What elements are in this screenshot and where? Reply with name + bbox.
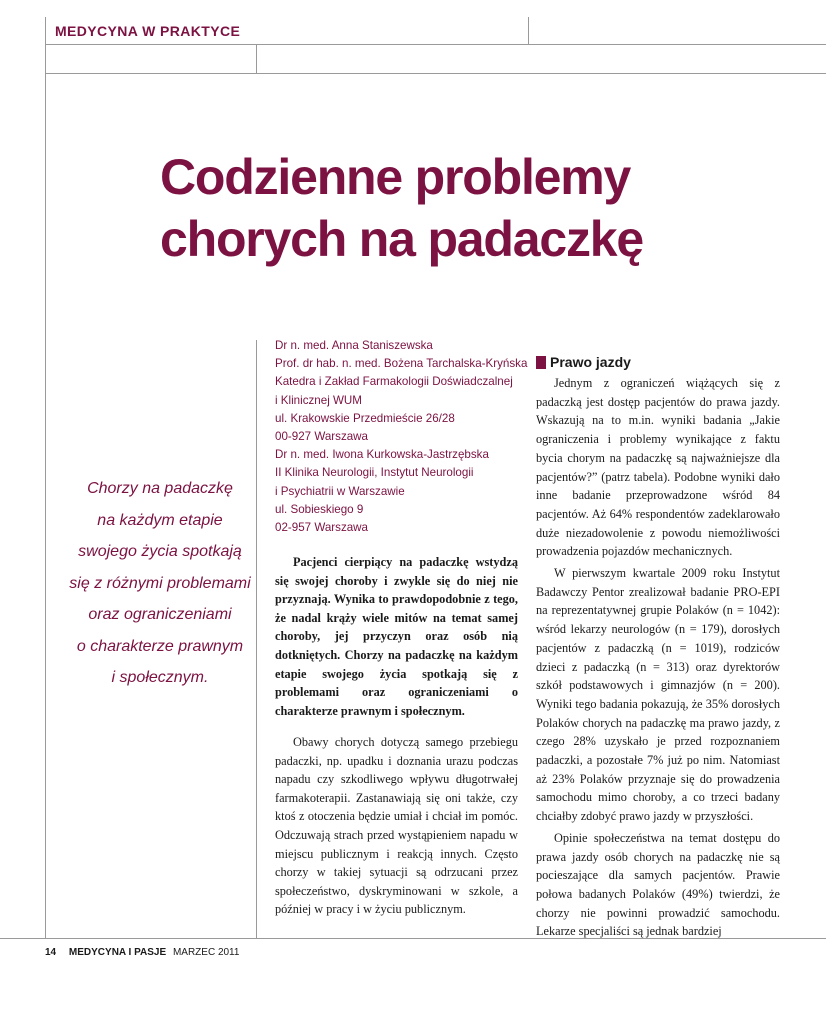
header-left-vertical-rule [45, 17, 46, 73]
magazine-name: MEDYCYNA I PASJE [68, 947, 167, 958]
header-top-rule [45, 44, 826, 45]
issue-date: MARZEC 2011 [172, 947, 240, 958]
subheading [536, 352, 780, 372]
body-paragraph: Obawy chorych dotyczą samego przebiegu padaczki, np. upadku i doznania urazu podczas napadu czy szkodliwego wpływu długotrwałej farmakoterapii. Zastanawiają się oni także, czy ktoś z otoczenia będzie umiał i chciał im pomóc. Odczuwają strach przed wystąpieniem napadu w miejscu publicznym i reakcją innych. Często chorzy w takiej sytuacji są odrzucani przez społeczeństwo, dyskryminowani w szkole, a później w pracy i w życiu publicznym. [275, 735, 518, 917]
author-line: Katedra i Zakład Farmakologii Doświadczalnej [275, 375, 513, 389]
body-column-3 [536, 352, 780, 941]
body-paragraph: Jednym z ograniczeń wiążących się z padaczką jest dostęp pacjentów do prawa jazdy. Wskazują na to m.in. wyniki badania „Jakie ograniczenia i problemy wynikające z faktu bycia chorym na padaczkę są najważniejsze dla pacjentów?” (patrz tabela). Podobne wyniki dało inne badanie przeprowadzone wśród 84 pacjentów. Aż 64% respondentów zadeklarowało duże niezadowolenie z powodu niemożliwości prowadzenia pojazdów mechanicznych. [536, 376, 780, 559]
header-mid-vertical-rule [528, 17, 529, 45]
author-line: i Psychiatrii w Warszawie [275, 484, 405, 498]
author-line: 02-957 Warszawa [275, 521, 369, 535]
pull-quote-line: swojego życia spotkają [78, 543, 242, 560]
lead-paragraph [275, 553, 518, 720]
pull-quote-line: o charakterze prawnym [76, 637, 244, 655]
title-line-1: Codzienne problemy [160, 149, 631, 205]
pull-quote-line: Chorzy na padaczkę [87, 480, 233, 497]
pull-quote-line: i społecznym. [111, 669, 209, 686]
page-number: 14 [45, 947, 57, 958]
body-paragraph: W pierwszym kwartale 2009 roku Instytut Badawczy Pentor zrealizował badanie PRO-EPI na reprezentatywnej grupie Polaków (n = 1042): wśród lekarzy neurologów (n = 179), dorosłych pacjentów z padaczką (n = 1019), rodziców dzieci z padaczką (n = 313) oraz dyrektorów szkół podstawowych i gimnazjów (n = 200). Wyniki tego badania pokazują, że 35% dorosłych Polaków chorych na padaczkę ma prawo jazdy, z czego 28% uzyskało je przed rozpoznaniem padaczki, a pozostałe 7% już po nim. Natomiast aż 23% Polaków przyznaje się do prowadzenia samochodu mimo choroby, a co trzeci badany chciałby zdobyć prawo jazdy w przyszłości. [536, 566, 780, 824]
author-affiliations [275, 337, 528, 537]
author-line: ul. Sobieskiego 9 [275, 502, 364, 516]
pull-quote-line: na każdym etapie [97, 511, 223, 529]
header-bottom-rule [45, 73, 826, 74]
author-line: II Klinika Neurologii, Instytut Neurologii [275, 466, 474, 480]
section-label: MEDYCYNA W PRAKTYCE [55, 23, 241, 39]
author-line: Dr n. med. Iwona Kurkowska-Jastrzębska [275, 448, 489, 462]
body-column-2 [275, 733, 518, 919]
author-line: Dr n. med. Anna Staniszewska [275, 339, 433, 352]
author-line: ul. Krakowskie Przedmieście 26/28 [275, 411, 455, 425]
title-line-2: chorych na padaczkę [160, 211, 643, 267]
author-line: i Klinicznej WUM [275, 393, 362, 407]
lead-text: Pacjenci cierpiący na padaczkę wstydzą się swojej choroby i zwykle się do niej nie przyznają. Wynika to prawdopodobnie z tego, że nadal krąży wiele mitów na temat samej choroby, jej przyczyn oraz osób nią dotkniętych. Chorzy na padaczkę na każdym etapie swojego życia spotkają się z problemami oraz ograniczeniami o charakterze prawnym i społecznym. [275, 555, 518, 718]
square-bullet-icon [536, 356, 546, 369]
header-small-vertical-rule [256, 45, 257, 73]
pull-quote [50, 473, 270, 694]
subheading-text: Prawo jazdy [550, 353, 631, 370]
author-line: 00-927 Warszawa [275, 430, 369, 444]
page-footer [45, 947, 239, 958]
left-margin-rule [45, 73, 46, 939]
article-title [160, 146, 780, 270]
body-paragraph: Opinie społeczeństwa na temat dostępu do prawa jazdy osób chorych na padaczkę nie są pocieszające dla samych pacjentów. Prawie połowa badanych Polaków (49%) twierdzi, że chorzy nie powinni prowadzić samochodu. Lekarze specjaliści są jednak bardziej [536, 830, 780, 939]
author-line: Prof. dr hab. n. med. Bożena Tarchalska-Kryńska [275, 357, 528, 371]
pull-quote-line: oraz ograniczeniami [88, 606, 232, 623]
pull-quote-line: się z różnymi problemami [69, 574, 251, 592]
